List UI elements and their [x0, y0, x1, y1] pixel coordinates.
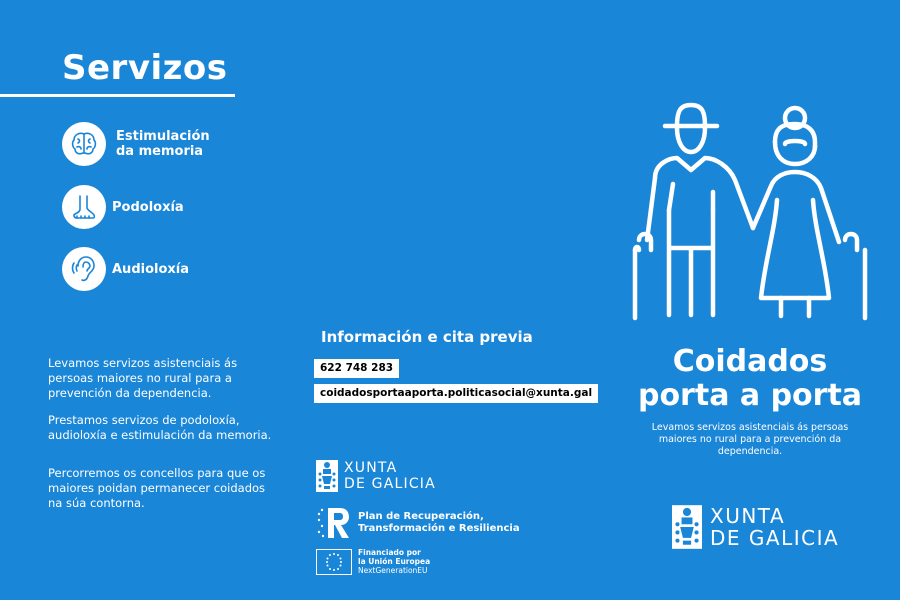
service-memory	[62, 122, 210, 166]
xunta-line2: DE GALICIA	[710, 526, 840, 550]
description-paragraph: Levamos servizos asistenciais ás persoas maiores no rural para a prevención da dependencia.	[48, 356, 238, 400]
hero-title	[620, 345, 880, 413]
service-podology	[62, 185, 184, 229]
prtr-line2: Transformación e Resiliencia	[358, 523, 520, 534]
ear-icon	[62, 247, 106, 291]
phone-number[interactable]: 622 748 283	[314, 359, 399, 378]
eu-line2: la Unión Europea	[358, 557, 431, 566]
xunta-line2: DE GALICIA	[344, 476, 436, 492]
service-label: Podoloxía	[112, 199, 184, 215]
hero-title-line1: Coidados	[672, 344, 828, 379]
eu-logo	[316, 548, 430, 575]
service-audiology	[62, 247, 189, 291]
elderly-couple-icon	[625, 100, 880, 325]
xunta-logo-small	[316, 460, 436, 492]
description-paragraph: Prestamos servizos de podoloxía, audioloxía e estimulación da memoria.	[48, 413, 272, 442]
email-address[interactable]: coidadosportaaporta.politicasocial@xunta.gal	[314, 384, 598, 403]
service-label: Estimulación da memoria	[116, 129, 210, 159]
xunta-wordmark	[710, 505, 839, 549]
description-paragraph: Percorremos os concellos para que os maiores poidan permanecer coidados na súa contorna.	[48, 466, 266, 510]
galicia-crest-icon	[316, 460, 338, 492]
prtr-wordmark	[358, 511, 520, 535]
hero-title-line2: porta a porta	[637, 378, 863, 413]
prtr-logo	[316, 506, 520, 540]
hero-subtitle: Levamos servizos asistenciais ás persoas maiores no rural para a prevención da dependencia.	[651, 422, 849, 457]
service-label: Audioloxía	[112, 261, 190, 277]
eu-line3: NextGenerationEU	[358, 566, 428, 575]
prtr-line1: Plan de Recuperación,	[358, 511, 484, 522]
title-divider	[0, 94, 235, 97]
xunta-line1: XUNTA	[344, 460, 398, 476]
xunta-logo-large	[672, 505, 839, 549]
prtr-r-icon	[316, 506, 352, 540]
eu-line1: Financiado por	[358, 548, 421, 557]
xunta-wordmark	[344, 460, 436, 492]
services-title: Servizos	[62, 48, 228, 88]
foot-icon	[62, 185, 106, 229]
galicia-crest-icon	[672, 505, 702, 549]
eu-wordmark	[358, 548, 430, 575]
eu-flag-icon	[316, 549, 352, 575]
brain-icon	[62, 122, 106, 166]
info-title: Información e cita previa	[321, 328, 533, 346]
xunta-line1: XUNTA	[710, 504, 786, 528]
